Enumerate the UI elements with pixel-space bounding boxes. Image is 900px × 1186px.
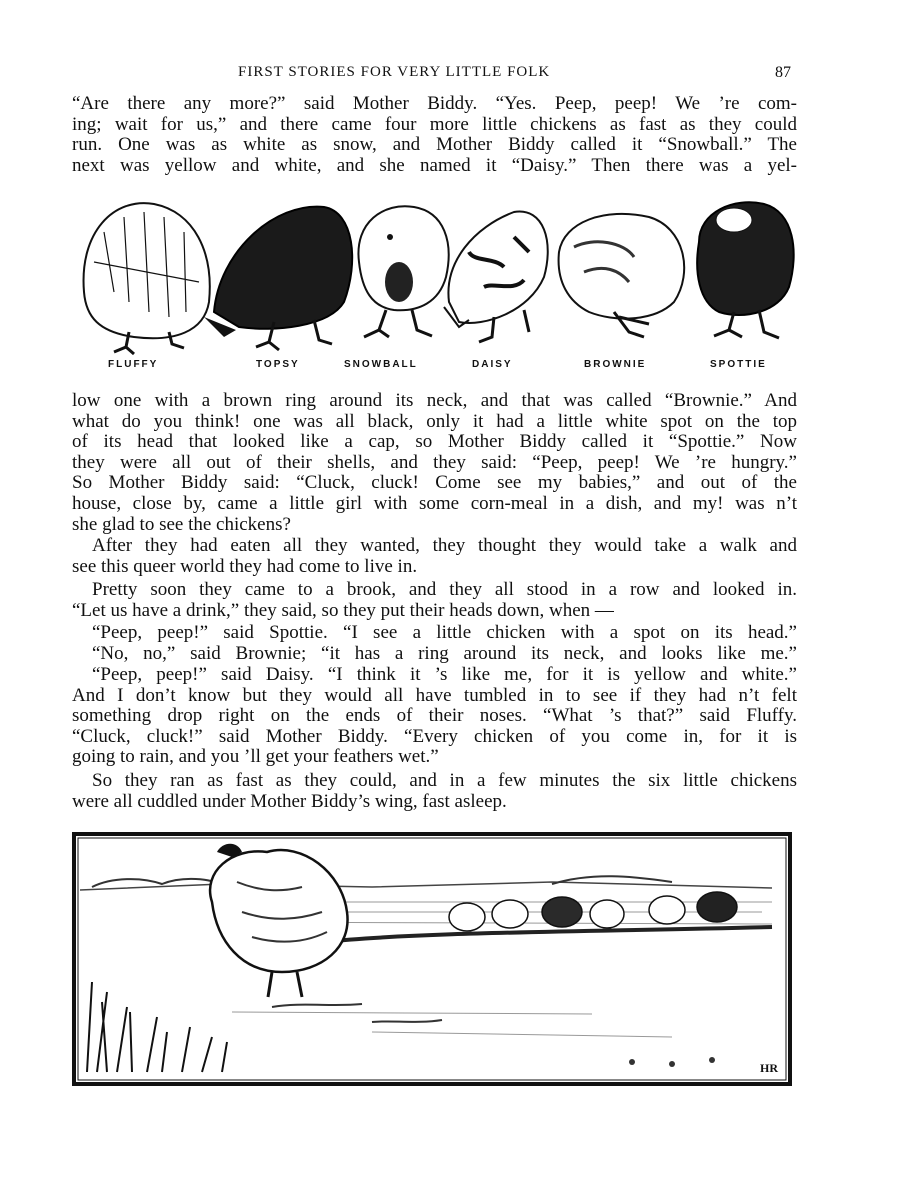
text-line: something drop right on the ends of their noses. “What ’s that?” said Fluffy. [72, 705, 797, 727]
paragraph-4 [72, 580, 797, 621]
brook-illustration [72, 832, 792, 1086]
chicken-name-labels [74, 359, 800, 379]
text-line: ing; wait for us,” and there came four more little chickens as fast as they could [72, 113, 797, 135]
chicken-snowball [358, 206, 448, 337]
text-line: “Are there any more?” said Mother Biddy. “Yes. Peep, peep! We ’re com- [72, 93, 797, 114]
running-title: FIRST STORIES FOR VERY LITTLE FOLK [238, 64, 551, 80]
text-line: “Cluck, cluck!” said Mother Biddy. “Every chicken of you come in, for it is [72, 725, 797, 747]
paragraph-1 [72, 94, 797, 176]
text-line: And I don’t know but they would all have tumbled in to see if they had n’t felt [72, 684, 797, 706]
paragraph-7 [72, 665, 797, 768]
text-line: After they had eaten all they wanted, they thought they would take a walk and [92, 535, 797, 556]
artist-monogram: HR [760, 1061, 778, 1075]
text-line: next was yellow and white, and she named it “Daisy.” Then there was a yel- [72, 154, 797, 176]
text-line: “Peep, peep!” said Daisy. “I think it ’s like me, for it is yellow and white.” [92, 664, 797, 685]
label-fluffy: FLUFFY [108, 359, 159, 370]
text-line: So they ran as fast as they could, and in a few minutes the six little chickens [92, 770, 797, 791]
label-brownie: BROWNIE [584, 359, 647, 370]
label-topsy: TOPSY [256, 359, 300, 370]
text-line: So Mother Biddy said: “Cluck, cluck! Come see my babies,” and out of the [72, 472, 797, 494]
label-daisy: DAISY [472, 359, 513, 370]
text-line: low one with a brown ring around its neck, and that was called “Brownie.” And [72, 390, 797, 411]
text-line: Pretty soon they came to a brook, and they all stood in a row and looked in. [92, 579, 797, 600]
paragraph-8 [72, 771, 797, 812]
chicken-daisy [444, 212, 548, 342]
paragraph-2 [72, 391, 797, 535]
text-line: house, close by, came a little girl with some corn-meal in a dish, and my! was n’t [72, 492, 797, 514]
text-line: they were all out of their shells, and they said: “Peep, peep! We ’re hungry.” [72, 451, 797, 473]
text-line: of its head that looked like a cap, so Mother Biddy called it “Spottie.” Now [72, 431, 797, 453]
paragraph-5 [72, 623, 797, 644]
paragraph-3 [72, 536, 797, 577]
paragraph-6 [72, 644, 797, 665]
chicken-fluffy [84, 203, 210, 354]
text-line: “Peep, peep!” said Spottie. “I see a little chicken with a spot on its head.” [92, 622, 797, 643]
label-snowball: SNOWBALL [344, 359, 418, 370]
text-line: going to rain, and you ’ll get your feathers wet.” [72, 746, 439, 768]
chicken-spottie [697, 202, 793, 338]
text-line: “No, no,” said Brownie; “it has a ring around its neck, and looks like me.” [92, 643, 797, 664]
text-line: see this queer world they had come to live in. [72, 555, 418, 577]
text-line: what do you think! one was all black, only it had a little white spot on the top [72, 410, 797, 432]
page-number: 87 [775, 64, 791, 81]
text-line: run. One was as white as snow, and Mother Biddy called it “Snowball.” The [72, 134, 797, 156]
chicken-topsy [204, 207, 352, 350]
chickens-illustration [74, 192, 800, 387]
text-line: “Let us have a drink,” they said, so they put their heads down, when — [72, 599, 614, 621]
label-spottie: SPOTTIE [710, 359, 767, 370]
running-header [0, 64, 900, 86]
text-line: were all cuddled under Mother Biddy’s wing, fast asleep. [72, 790, 507, 812]
text-line: she glad to see the chickens? [72, 513, 291, 535]
chicken-brownie [559, 214, 685, 337]
